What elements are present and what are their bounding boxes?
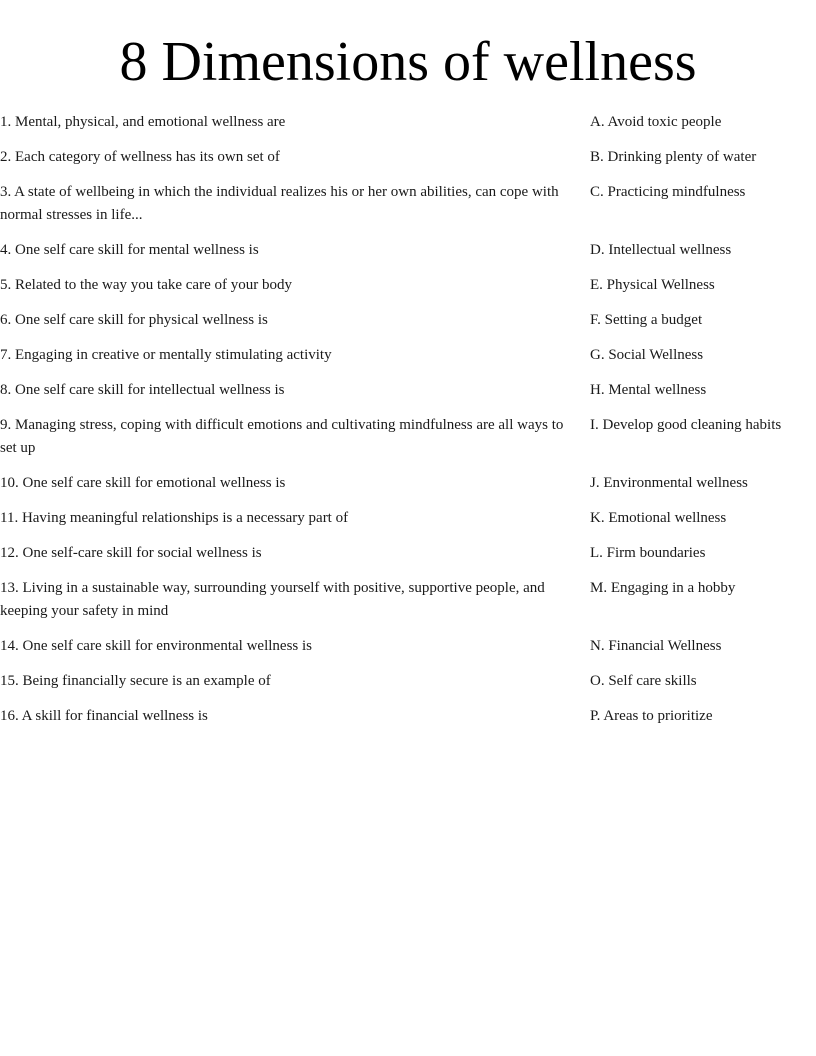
answer-c: C. Practicing mindfulness xyxy=(590,184,746,200)
match-row xyxy=(0,670,816,705)
match-row xyxy=(0,472,816,507)
question-6: 6. One self care skill for physical wellness is xyxy=(0,312,268,328)
question-4: 4. One self care skill for mental wellness is xyxy=(0,242,259,258)
match-row xyxy=(0,705,816,740)
question-2: 2. Each category of wellness has its own set of xyxy=(0,149,280,165)
match-row xyxy=(0,577,816,635)
question-12: 12. One self-care skill for social wellness is xyxy=(0,545,262,561)
answer-a: A. Avoid toxic people xyxy=(590,114,722,130)
answer-h: H. Mental wellness xyxy=(590,382,707,398)
question-15: 15. Being financially secure is an example of xyxy=(0,673,271,689)
match-row xyxy=(0,274,816,309)
question-1: 1. Mental, physical, and emotional wellness are xyxy=(0,114,286,130)
answer-f: F. Setting a budget xyxy=(590,312,703,328)
page-title: 8 Dimensions of wellness xyxy=(119,31,697,93)
answer-d: D. Intellectual wellness xyxy=(590,242,732,258)
answer-j: J. Environmental wellness xyxy=(590,475,748,491)
question-16: 16. A skill for financial wellness is xyxy=(0,708,208,724)
question-11: 11. Having meaningful relationships is a necessary part of xyxy=(0,510,349,526)
question-3: 3. A state of wellbeing in which the individual realizes his or her own abilities, can cope with normal stresses in life... xyxy=(0,184,559,223)
question-8: 8. One self care skill for intellectual wellness is xyxy=(0,382,285,398)
question-5: 5. Related to the way you take care of your body xyxy=(0,277,292,293)
answer-e: E. Physical Wellness xyxy=(590,277,715,293)
match-row xyxy=(0,181,816,239)
question-14: 14. One self care skill for environmental wellness is xyxy=(0,638,312,654)
answer-k: K. Emotional wellness xyxy=(590,510,727,526)
answer-i: I. Develop good cleaning habits xyxy=(590,417,782,433)
match-row xyxy=(0,379,816,414)
answer-p: P. Areas to prioritize xyxy=(590,708,713,724)
question-7: 7. Engaging in creative or mentally stimulating activity xyxy=(0,347,332,363)
answer-o: O. Self care skills xyxy=(590,673,697,689)
answer-g: G. Social Wellness xyxy=(590,347,704,363)
match-row xyxy=(0,146,816,181)
matching-list xyxy=(0,111,816,740)
match-row xyxy=(0,507,816,542)
answer-l: L. Firm boundaries xyxy=(590,545,706,561)
match-row xyxy=(0,111,816,146)
match-row xyxy=(0,635,816,670)
answer-m: M. Engaging in a hobby xyxy=(590,580,736,596)
match-row xyxy=(0,344,816,379)
question-10: 10. One self care skill for emotional wellness is xyxy=(0,475,286,491)
question-13: 13. Living in a sustainable way, surrounding yourself with positive, supportive people, and keeping your safety in mind xyxy=(0,580,545,619)
answer-b: B. Drinking plenty of water xyxy=(590,149,757,165)
match-row xyxy=(0,414,816,472)
match-row xyxy=(0,239,816,274)
match-row xyxy=(0,542,816,577)
answer-n: N. Financial Wellness xyxy=(590,638,722,654)
question-9: 9. Managing stress, coping with difficult emotions and cultivating mindfulness are all ways to set up xyxy=(0,417,564,456)
match-row xyxy=(0,309,816,344)
